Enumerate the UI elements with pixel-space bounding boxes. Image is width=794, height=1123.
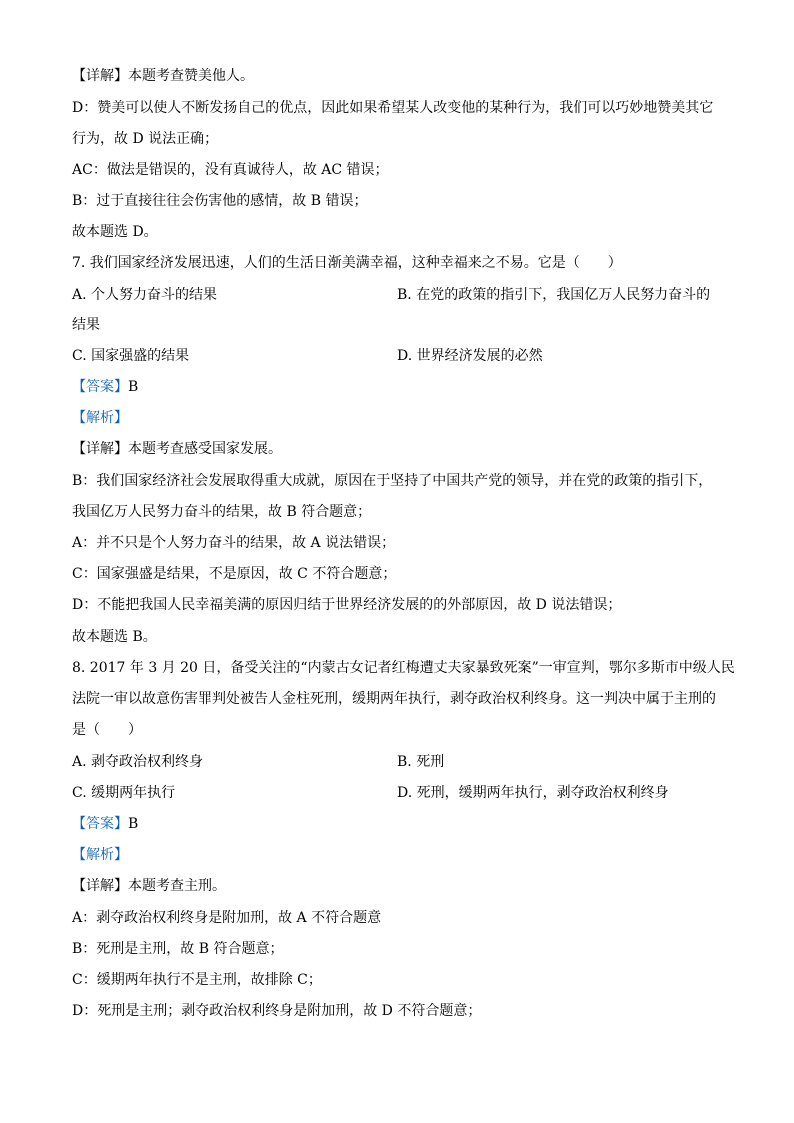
q7-option-c: C. 国家强盛的结果 <box>72 348 190 364</box>
q6-detail-tag: 【详解】 <box>72 68 128 84</box>
q8-detail-text: 本题考查主刑。 <box>128 878 226 894</box>
q7-explain-d: D：不能把我国人民幸福美满的原因归结于世界经济发展的的外部原因，故 D 说法错误； <box>72 597 622 613</box>
q6-detail-line <box>72 66 254 86</box>
q8-option-d: D. 死刑，缓期两年执行，剥夺政治权利终身 <box>397 785 669 801</box>
q7-answer-value: B <box>128 379 139 395</box>
q7-analysis-tag: 【解析】 <box>72 410 128 426</box>
q6-explain-d-line1: D：赞美可以使人不断发扬自己的优点，因此如果希望某人改变他的某种行为，我们可以巧妙地赞美其它 <box>72 100 714 116</box>
q7-answer-line <box>72 377 138 397</box>
q8-explain-c: C：缓期两年执行不是主刑，故排除 C； <box>72 972 322 988</box>
q8-answer-value: B <box>128 816 139 832</box>
q8-explain-a: A：剥夺政治权利终身是附加刑，故 A 不符合题意 <box>72 910 382 926</box>
q7-option-b-line2: 结果 <box>72 317 100 333</box>
q8-explain-b: B：死刑是主刑，故 B 符合题意； <box>72 941 284 957</box>
q7-option-a: A. 个人努力奋斗的结果 <box>72 287 218 303</box>
q6-detail-text: 本题考查赞美他人。 <box>128 68 254 84</box>
q7-detail-tag: 【详解】 <box>72 441 128 457</box>
q7-option-b-line1: B. 在党的政策的指引下，我国亿万人民努力奋斗的 <box>397 287 711 303</box>
q8-explain-d: D：死刑是主刑；剥夺政治权利终身是附加刑，故 D 不符合题意； <box>72 1003 482 1019</box>
q8-answer-line <box>72 814 138 834</box>
q8-option-a: A. 剥夺政治权利终身 <box>72 754 204 770</box>
q7-explain-c: C：国家强盛是结果，不是原因，故 C 不符合题意； <box>72 566 397 582</box>
q7-answer-tag: 【答案】 <box>72 379 128 395</box>
q6-explain-ac: AC：做法是错误的，没有真诚待人，故 AC 错误； <box>72 162 389 178</box>
q8-detail-line <box>72 876 226 896</box>
q7-stem: 7. 我们国家经济发展迅速，人们的生活日渐美满幸福，这种幸福来之不易。它是（ ） <box>72 255 622 271</box>
q7-explain-b-line2: 我国亿万人民努力奋斗的结果，故 B 符合题意； <box>72 504 372 520</box>
q7-explain-b-line1: B：我们国家经济社会发展取得重大成就，原因在于坚持了中国共产党的领导，并在党的政策的指引下， <box>72 473 713 489</box>
q7-detail-line <box>72 439 282 459</box>
q8-stem-line2: 法院一审以故意伤害罪判处被告人金柱死刑，缓期两年执行，剥夺政治权利终身。这一判决中属于主刑的 <box>72 691 716 707</box>
q6-explain-d-line2: 行为，故 D 说法正确； <box>72 131 219 147</box>
q8-analysis-tag: 【解析】 <box>72 847 128 863</box>
q6-conclusion: 故本题选 D。 <box>72 224 158 240</box>
q8-option-b: B. 死刑 <box>397 754 445 770</box>
q8-stem-line3: 是（ ） <box>72 722 142 738</box>
q7-option-d: D. 世界经济发展的必然 <box>397 348 543 364</box>
q7-explain-a: A：并不只是个人努力奋斗的结果，故 A 说法错误； <box>72 535 396 551</box>
q8-answer-tag: 【答案】 <box>72 816 128 832</box>
q6-explain-b: B：过于直接往往会伤害他的感情，故 B 错误； <box>72 193 368 209</box>
q8-option-c: C. 缓期两年执行 <box>72 785 176 801</box>
q8-detail-tag: 【详解】 <box>72 878 128 894</box>
q7-detail-text: 本题考查感受国家发展。 <box>128 441 282 457</box>
q7-conclusion: 故本题选 B。 <box>72 629 157 645</box>
q8-stem-line1: 8. 2017 年 3 月 20 日，备受关注的“内蒙古女记者红梅遭丈夫家暴致死案”一审宣判，鄂尔多斯市中级人民 <box>72 660 735 676</box>
